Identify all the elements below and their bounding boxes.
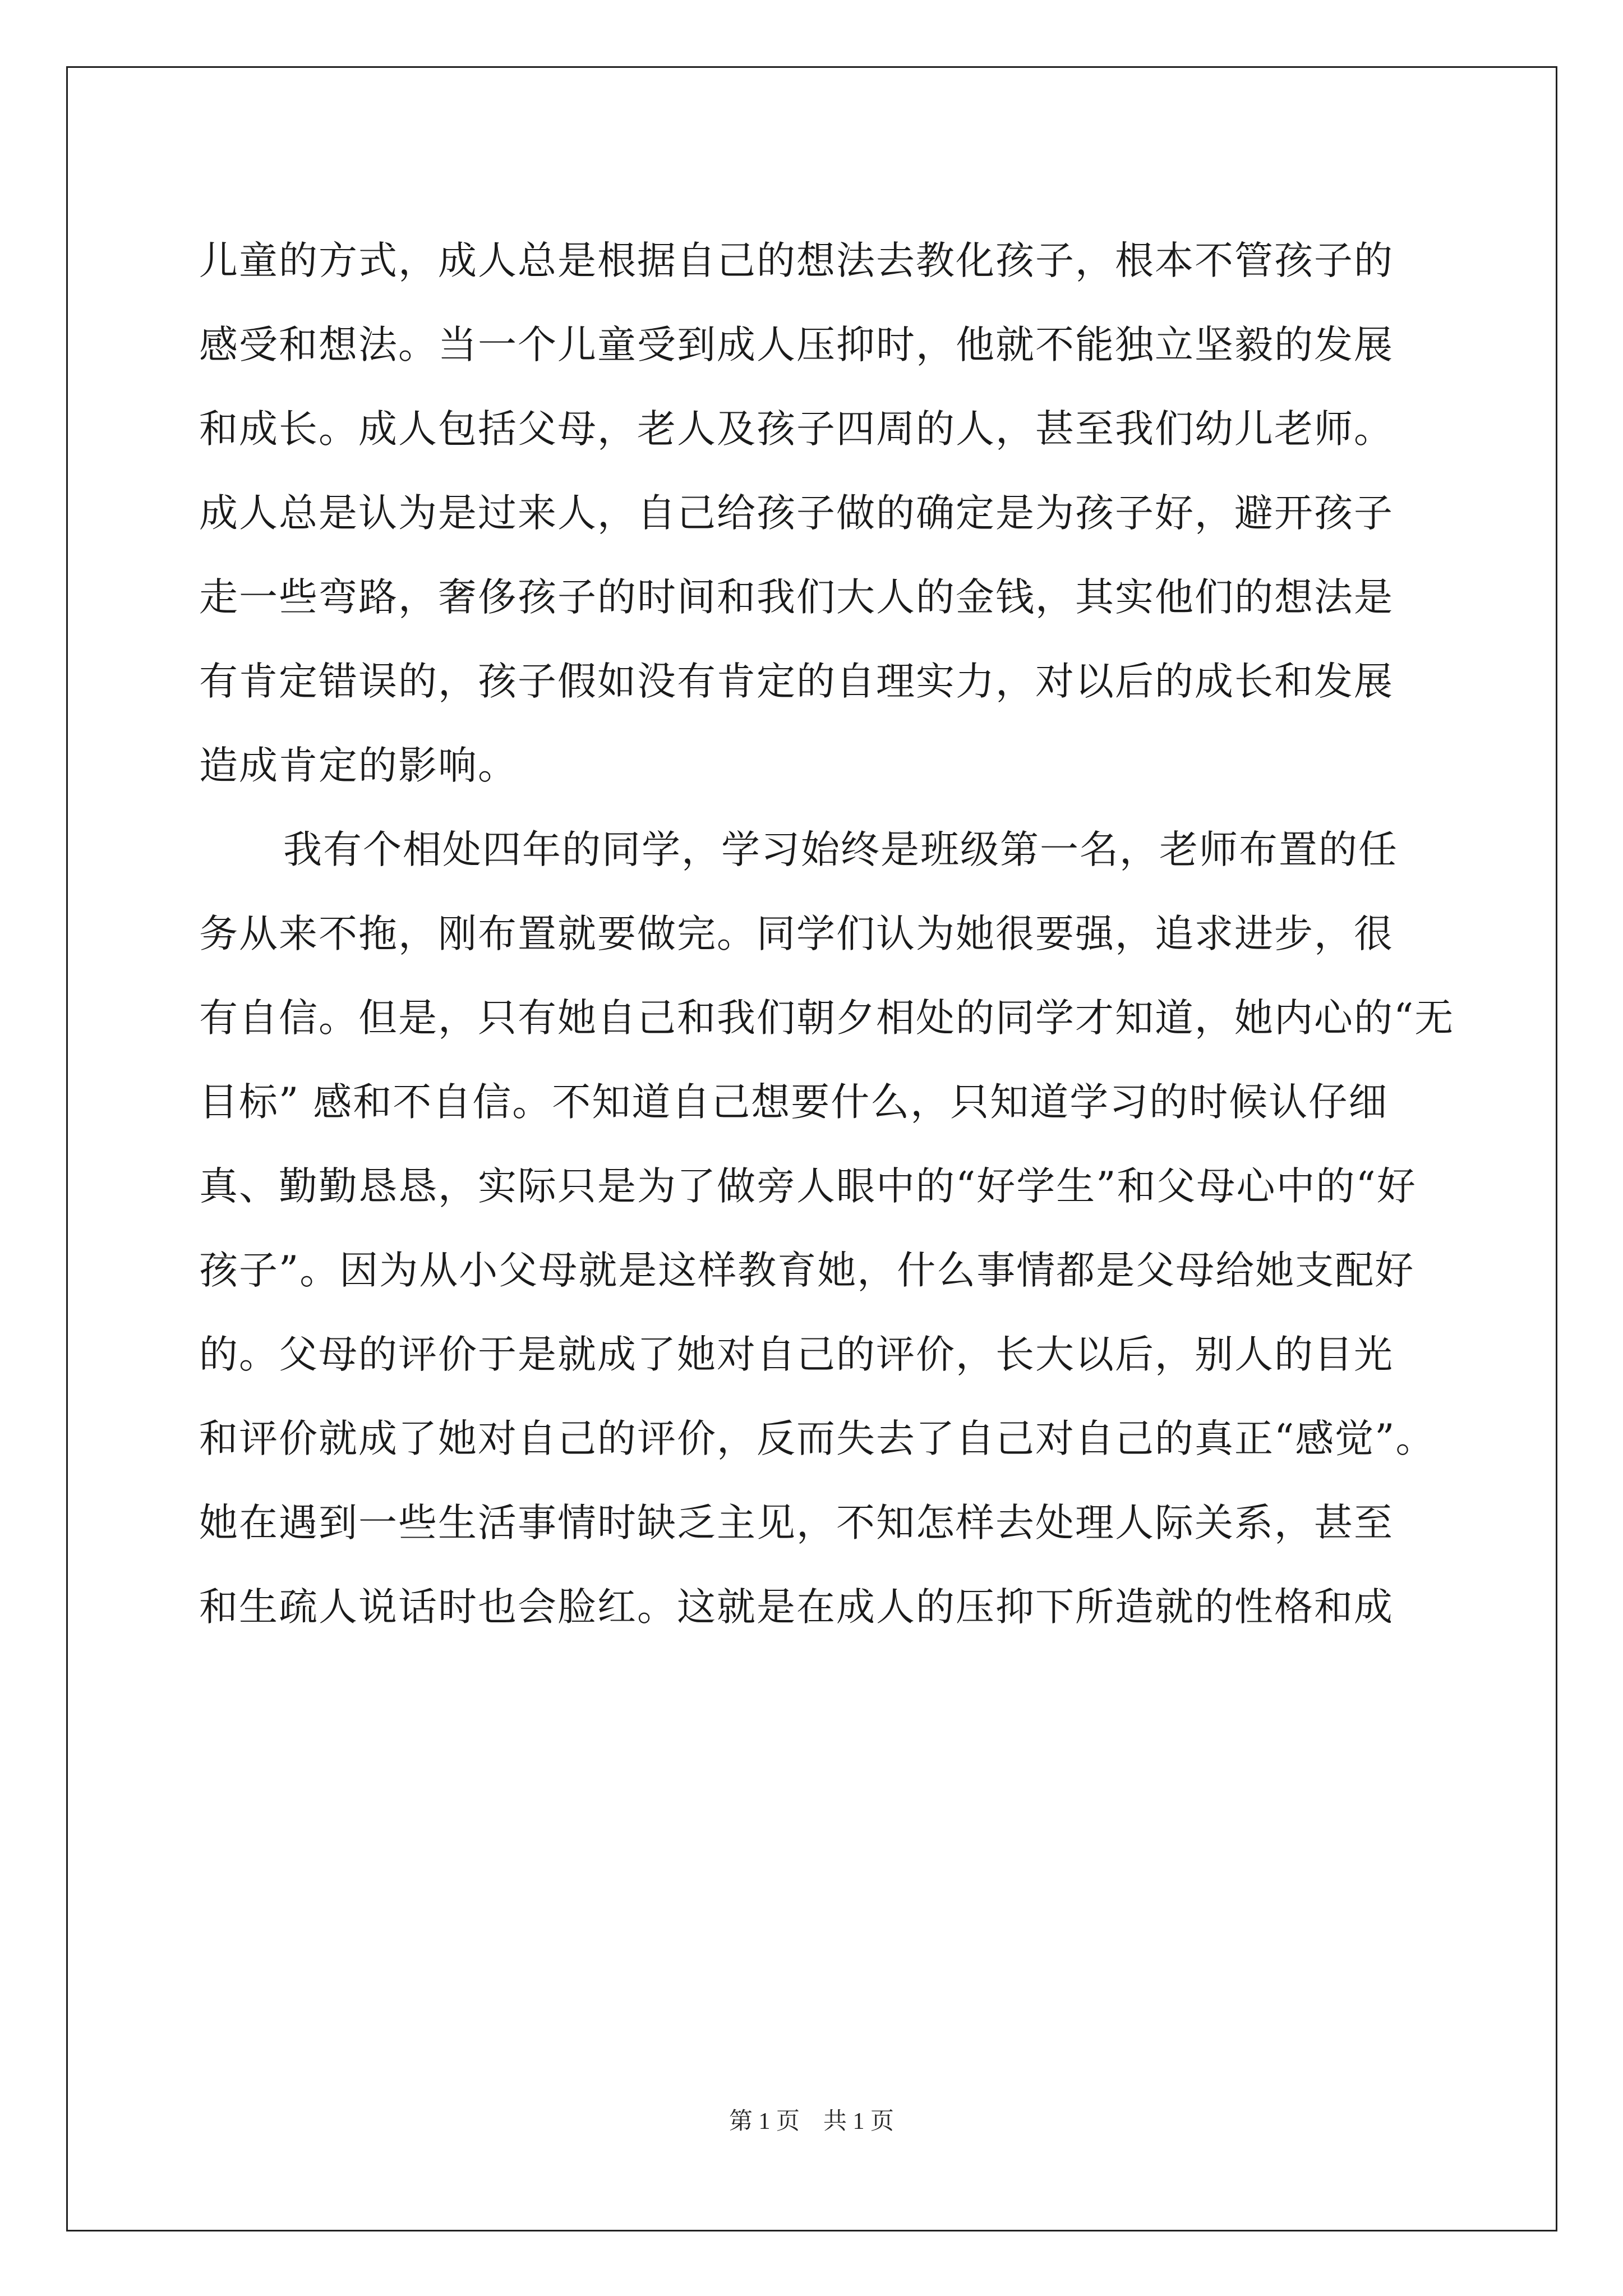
text-line: 有自信。但是，只有她自己和我们朝夕相处的同学才知道，她内心的“无 [199,996,1455,1041]
text-line: 儿童的方式，成人总是根据自己的想法去教化孩子，根本不管孩子的 [199,238,1394,283]
paragraph-start-line: 我有个相处四年的同学，学习始终是班级第一名，老师布置的任 [283,827,1398,872]
page-number-footer: 第 1 页 共 1 页 [728,2109,894,2134]
document-body [199,219,1455,1649]
text-line: 造成肯定的影响。 [199,743,518,788]
text-line: 和评价就成了她对自己的评价，反而失去了自己对自己的真正“感觉”。 [199,1416,1436,1461]
text-line: 孩子”。因为从小父母就是这样教育她，什么事情都是父母给她支配好 [199,1248,1415,1293]
text-line: 和生疏人说话时也会脸红。这就是在成人的压抑下所造就的性格和成 [199,1585,1394,1630]
text-line: 有肯定错误的，孩子假如没有肯定的自理实力，对以后的成长和发展 [199,659,1394,704]
text-line: 目标” 感和不自信。不知道自己想要什么，只知道学习的时候认仔细 [199,1080,1389,1125]
text-line: 走一些弯路，奢侈孩子的时间和我们大人的金钱，其实他们的想法是 [199,575,1394,620]
text-line: 成人总是认为是过来人，自己给孩子做的确定是为孩子好，避开孩子 [199,491,1394,536]
text-line: 和成长。成人包括父母，老人及孩子四周的人，甚至我们幼儿老师。 [199,407,1394,452]
text-line: 她在遇到一些生活事情时缺乏主见，不知怎样去处理人际关系，甚至 [199,1501,1394,1545]
text-line: 真、勤勤恳恳，实际只是为了做旁人眼中的“好学生”和父母心中的“好 [199,1164,1417,1209]
text-line: 的。父母的评价于是就成了她对自己的评价，长大以后，别人的目光 [199,1332,1394,1377]
text-line: 感受和想法。当一个儿童受到成人压抑时，他就不能独立坚毅的发展 [199,323,1394,367]
text-line: 务从来不拖，刚布置就要做完。同学们认为她很要强，追求进步，很 [199,912,1394,956]
